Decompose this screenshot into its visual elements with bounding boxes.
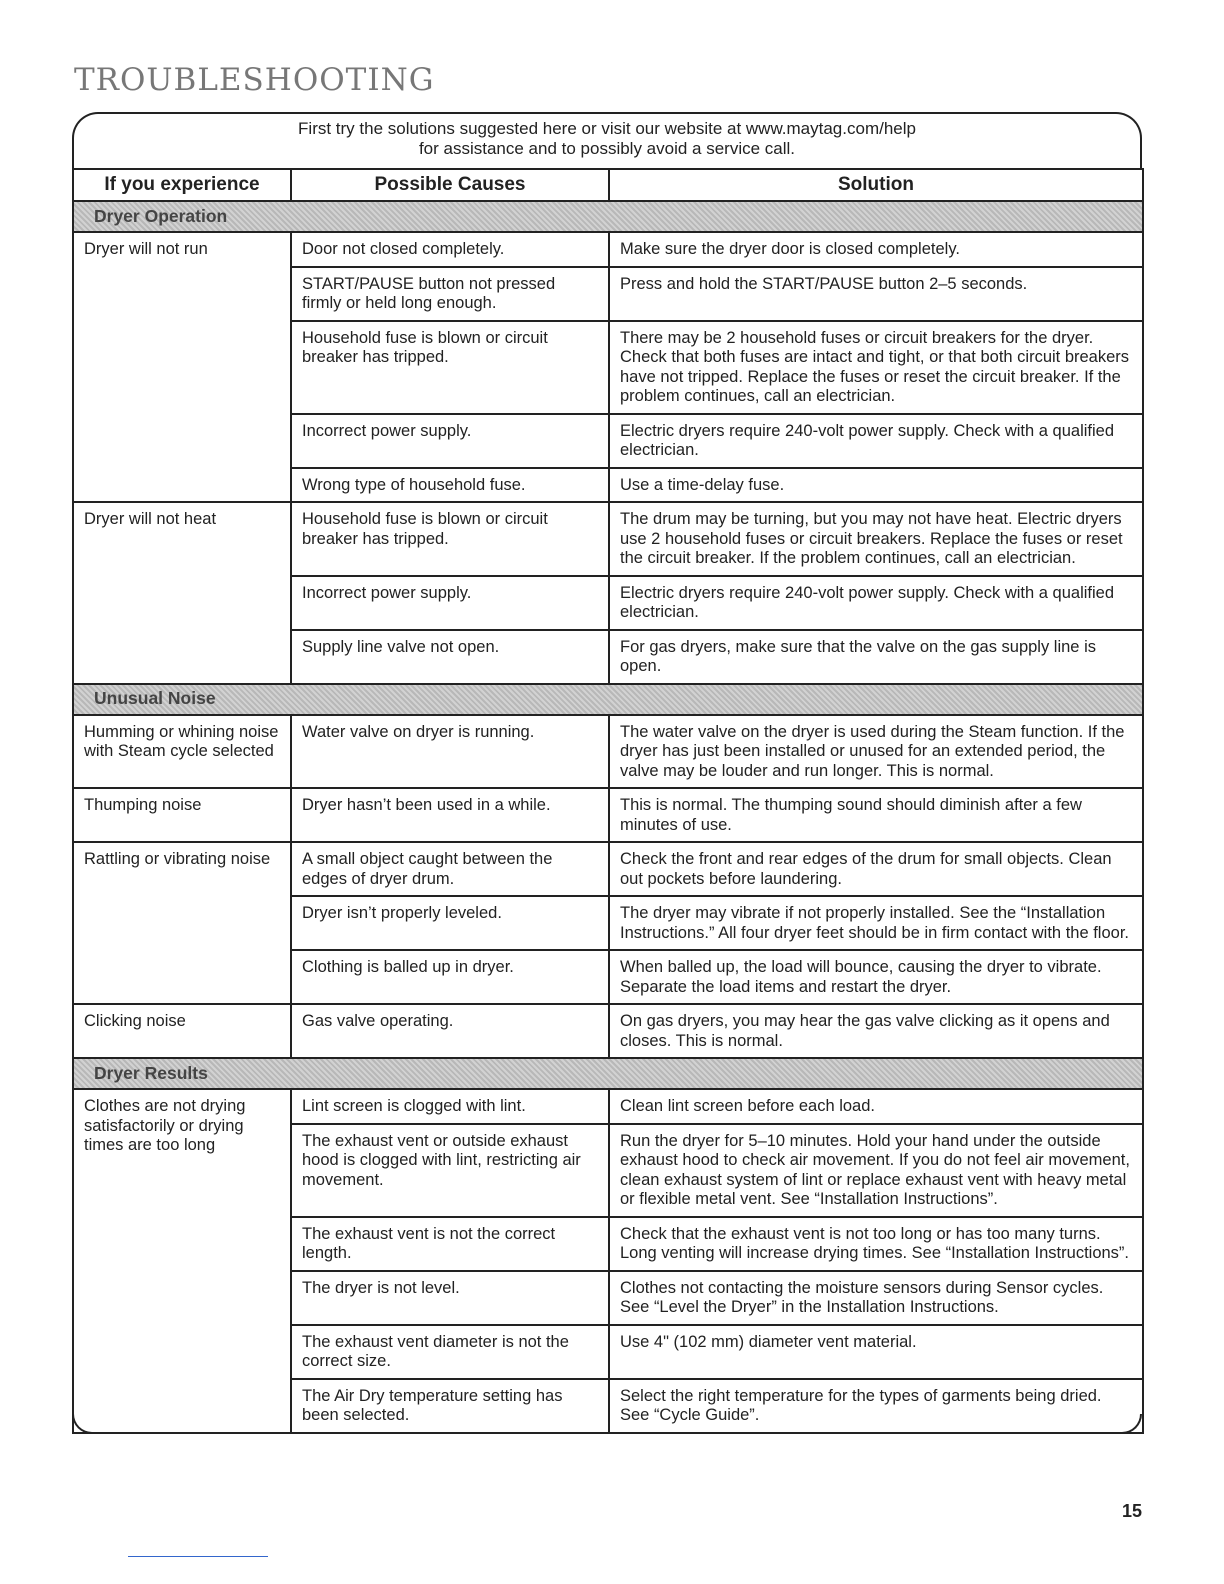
solution-cell: Press and hold the START/PAUSE button 2–5 seconds. (609, 267, 1143, 321)
cause-cell: The exhaust vent diameter is not the correct size. (291, 1325, 609, 1379)
table-row (73, 502, 1143, 576)
cause-cell: Gas valve operating. (291, 1004, 609, 1058)
solution-cell: The dryer may vibrate if not properly installed. See the “Installation Instructions.” All four dryer feet should be in firm contact with the floor. (609, 896, 1143, 950)
symptom-cell: Humming or whining noise with Steam cycle selected (73, 715, 291, 789)
page-number: 15 (1121, 1501, 1142, 1521)
table-body (73, 201, 1143, 1433)
troubleshooting-table (72, 168, 1144, 1434)
solution-cell: Electric dryers require 240-volt power supply. Check with a qualified electrician. (609, 414, 1143, 468)
symptom-cell: Clicking noise (73, 1004, 291, 1058)
solution-cell: For gas dryers, make sure that the valve on the gas supply line is open. (609, 630, 1143, 684)
solution-cell: This is normal. The thumping sound should diminish after a few minutes of use. (609, 788, 1143, 842)
cause-cell: The Air Dry temperature setting has been selected. (291, 1379, 609, 1433)
solution-cell: Clothes not contacting the moisture sensors during Sensor cycles. See “Level the Dryer” in the Installation Instructions. (609, 1271, 1143, 1325)
section-row (73, 684, 1143, 715)
table-row (73, 1004, 1143, 1058)
intro-line-1: First try the solutions suggested here or visit our website at www.maytag.com/help (298, 119, 916, 138)
table-row (73, 842, 1143, 896)
table-row (73, 715, 1143, 789)
cause-cell: Water valve on dryer is running. (291, 715, 609, 789)
solution-cell: Make sure the dryer door is closed completely. (609, 232, 1143, 267)
cause-cell: START/PAUSE button not pressed firmly or held long enough. (291, 267, 609, 321)
solution-cell: On gas dryers, you may hear the gas valve clicking as it opens and closes. This is normal. (609, 1004, 1143, 1058)
section-heading: Dryer Results (73, 1058, 1143, 1089)
cause-cell: The exhaust vent or outside exhaust hood is clogged with lint, restricting air movement. (291, 1124, 609, 1217)
solution-cell: Check the front and rear edges of the drum for small objects. Clean out pockets before laundering. (609, 842, 1143, 896)
cause-cell: Incorrect power supply. (291, 576, 609, 630)
cause-cell: Supply line valve not open. (291, 630, 609, 684)
solution-cell: The drum may be turning, but you may not have heat. Electric dryers use 2 household fuses or circuit breakers. Replace the fuses or reset the circuit breaker. If the problem continues, call an electrician. (609, 502, 1143, 576)
table-row (73, 788, 1143, 842)
symptom-cell: Dryer will not run (73, 232, 291, 502)
header-symptom: If you experience (73, 169, 291, 201)
cause-cell: Household fuse is blown or circuit breaker has tripped. (291, 502, 609, 576)
symptom-cell: Rattling or vibrating noise (73, 842, 291, 1004)
cause-cell: Incorrect power supply. (291, 414, 609, 468)
symptom-cell: Thumping noise (73, 788, 291, 842)
header-causes: Possible Causes (291, 169, 609, 201)
table-row (73, 232, 1143, 267)
section-heading: Unusual Noise (73, 684, 1143, 715)
solution-cell: Select the right temperature for the types of garments being dried. See “Cycle Guide”. (609, 1379, 1143, 1433)
solution-cell: Use 4" (102 mm) diameter vent material. (609, 1325, 1143, 1379)
cause-cell: Dryer isn’t properly leveled. (291, 896, 609, 950)
cause-cell: The exhaust vent is not the correct length. (291, 1217, 609, 1271)
symptom-cell: Clothes are not drying satisfactorily or drying times are too long (73, 1089, 291, 1433)
cause-cell: Door not closed completely. (291, 232, 609, 267)
page-title: TROUBLESHOOTING (74, 62, 435, 98)
solution-cell: When balled up, the load will bounce, causing the dryer to vibrate. Separate the load items and restart the dryer. (609, 950, 1143, 1004)
footer-rule (128, 1556, 268, 1557)
solution-cell: Use a time-delay fuse. (609, 468, 1143, 503)
section-row (73, 1058, 1143, 1089)
solution-cell: Electric dryers require 240-volt power supply. Check with a qualified electrician. (609, 576, 1143, 630)
header-solution: Solution (609, 169, 1143, 201)
solution-cell: There may be 2 household fuses or circuit breakers for the dryer. Check that both fuses are intact and tight, or that both circuit breakers have not tripped. Replace the fuses or reset the circuit breaker. If the problem continues, call an electrician. (609, 321, 1143, 414)
intro-box (72, 112, 1142, 168)
section-row (73, 201, 1143, 232)
cause-cell: Household fuse is blown or circuit breaker has tripped. (291, 321, 609, 414)
solution-cell: The water valve on the dryer is used during the Steam function. If the dryer has just been installed or unused for an extended period, the valve may be louder and run longer. This is normal. (609, 715, 1143, 789)
cause-cell: The dryer is not level. (291, 1271, 609, 1325)
cause-cell: Wrong type of household fuse. (291, 468, 609, 503)
solution-cell: Check that the exhaust vent is not too long or has too many turns. Long venting will increase drying times. See “Installation Instructions”. (609, 1217, 1143, 1271)
symptom-cell: Dryer will not heat (73, 502, 291, 684)
header-row (73, 169, 1143, 201)
table-row (73, 1089, 1143, 1124)
cause-cell: Dryer hasn’t been used in a while. (291, 788, 609, 842)
intro-line-2: for assistance and to possibly avoid a service call. (418, 139, 796, 158)
section-heading: Dryer Operation (73, 201, 1143, 232)
cause-cell: Clothing is balled up in dryer. (291, 950, 609, 1004)
cause-cell: A small object caught between the edges of dryer drum. (291, 842, 609, 896)
cause-cell: Lint screen is clogged with lint. (291, 1089, 609, 1124)
solution-cell: Run the dryer for 5–10 minutes. Hold your hand under the outside exhaust hood to check air movement. If you do not feel air movement, clean exhaust system of lint or replace exhaust vent with heavy metal or flexible metal vent. See “Installation Instructions”. (609, 1124, 1143, 1217)
solution-cell: Clean lint screen before each load. (609, 1089, 1143, 1124)
